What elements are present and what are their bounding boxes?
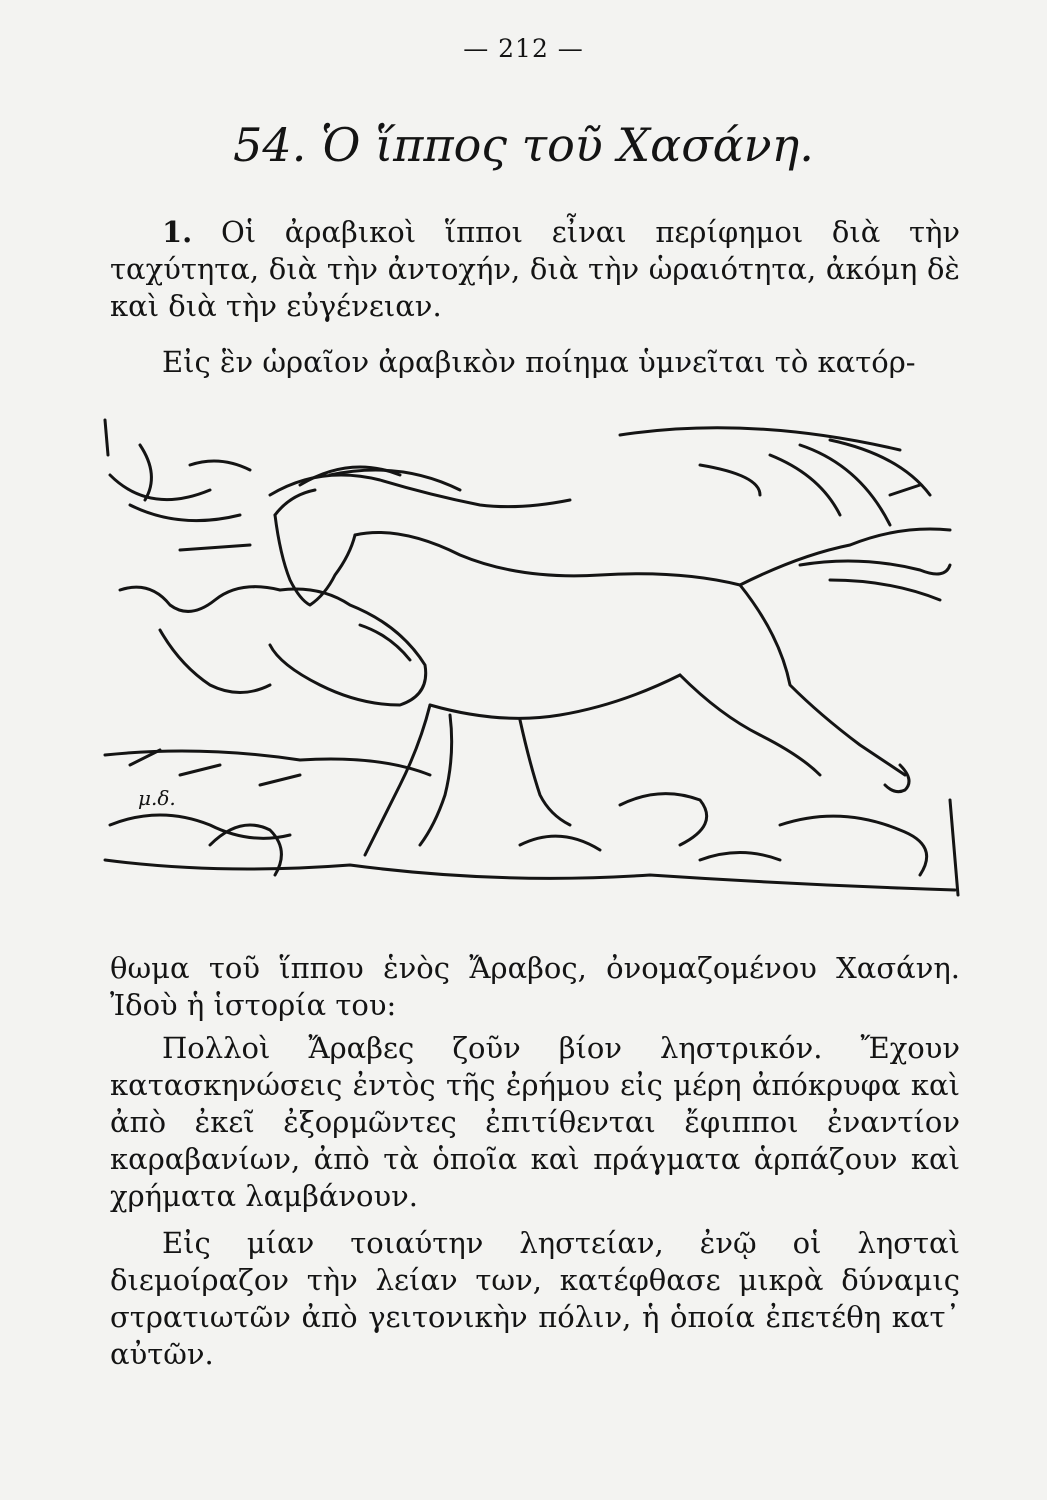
rider-face bbox=[360, 625, 410, 660]
paragraph-1 bbox=[110, 214, 960, 325]
paragraph-number: 1. bbox=[162, 215, 193, 249]
paragraph-5: Εἰς μίαν τοιαύτην ληστείαν, ἐνῷ οἱ λησταὶ διεμοίραζον τὴν λείαν των, κατέφθασε μικρὰ δύναμις στρατιωτῶν ἀπὸ γειτονικὴν πόλιν, ἡ ὁποία ἐπετέθη κατ᾿ αὐτῶν. bbox=[110, 1226, 960, 1371]
wind-stroke bbox=[890, 485, 920, 495]
rider-arm bbox=[160, 630, 270, 693]
horse-tail bbox=[800, 561, 950, 574]
horse-front-leg bbox=[520, 720, 570, 825]
horse-back bbox=[355, 533, 740, 586]
rider-arm bbox=[120, 587, 280, 612]
frame-line bbox=[950, 800, 958, 895]
wind-stroke bbox=[110, 475, 210, 500]
wind-stroke bbox=[770, 455, 840, 515]
paragraph-1-text: Οἱ ἀραβικοὶ ἵπποι εἶναι περίφημοι διὰ τὴν ταχύτητα, διὰ τὴν ἀντοχήν, διὰ τὴν ὡραιότητα, ἀκόμη δὲ καὶ διὰ τὴν εὐγένειαν. bbox=[110, 215, 960, 323]
wind-stroke bbox=[180, 545, 250, 550]
wind-stroke bbox=[105, 420, 108, 455]
horse-tail bbox=[830, 580, 940, 600]
horse-tail bbox=[740, 529, 950, 585]
horse-illustration bbox=[100, 405, 962, 905]
page-number: — 212 — bbox=[463, 34, 584, 63]
paragraph-2: Εἰς ἓν ὡραῖον ἀραβικὸν ποίημα ὑμνεῖται τὸ κατόρ- bbox=[162, 345, 916, 379]
horse-belly bbox=[430, 675, 680, 718]
rock bbox=[620, 794, 707, 845]
horse-head bbox=[275, 490, 315, 515]
horse-hind-leg bbox=[680, 675, 820, 775]
horse-front-leg bbox=[420, 715, 452, 845]
horse-front-leg bbox=[365, 705, 430, 855]
paragraph-4: Πολλοὶ Ἄραβες ζοῦν βίον ληστρικόν. Ἔχουν κατασκηνώσεις ἐντὸς τῆς ἐρήμου εἰς μέρη ἀπόκρυφα καὶ ἀπὸ ἐκεῖ ἐξορμῶντες ἐπιτίθενται ἔφιπποι ἐναντίον καραβανίων, ἀπὸ τὰ ὁποῖα καὶ πράγματα ἁρπάζουν καὶ χρήματα λαμβάνουν. bbox=[110, 1031, 960, 1213]
rider-body bbox=[270, 589, 426, 705]
wind-stroke bbox=[140, 445, 151, 500]
wind-stroke bbox=[190, 461, 250, 470]
wind-stroke bbox=[700, 465, 760, 495]
ground-line bbox=[105, 860, 955, 890]
chapter-title: 54. Ὁ ἵππος τοῦ Χασάνη. bbox=[233, 118, 814, 172]
wind-stroke bbox=[800, 445, 890, 525]
wind-stroke bbox=[130, 505, 240, 521]
rock bbox=[780, 816, 927, 875]
paragraph-3: θωμα τοῦ ἵππου ἑνὸς Ἄραβος, ὀνομαζομένου Χασάνη. Ἰδοὺ ἡ ἱστορία του: bbox=[110, 951, 960, 1022]
terrain-strokes bbox=[520, 836, 780, 860]
horse-hind-leg bbox=[740, 585, 905, 775]
illustration-signature: μ.δ. bbox=[138, 786, 176, 810]
